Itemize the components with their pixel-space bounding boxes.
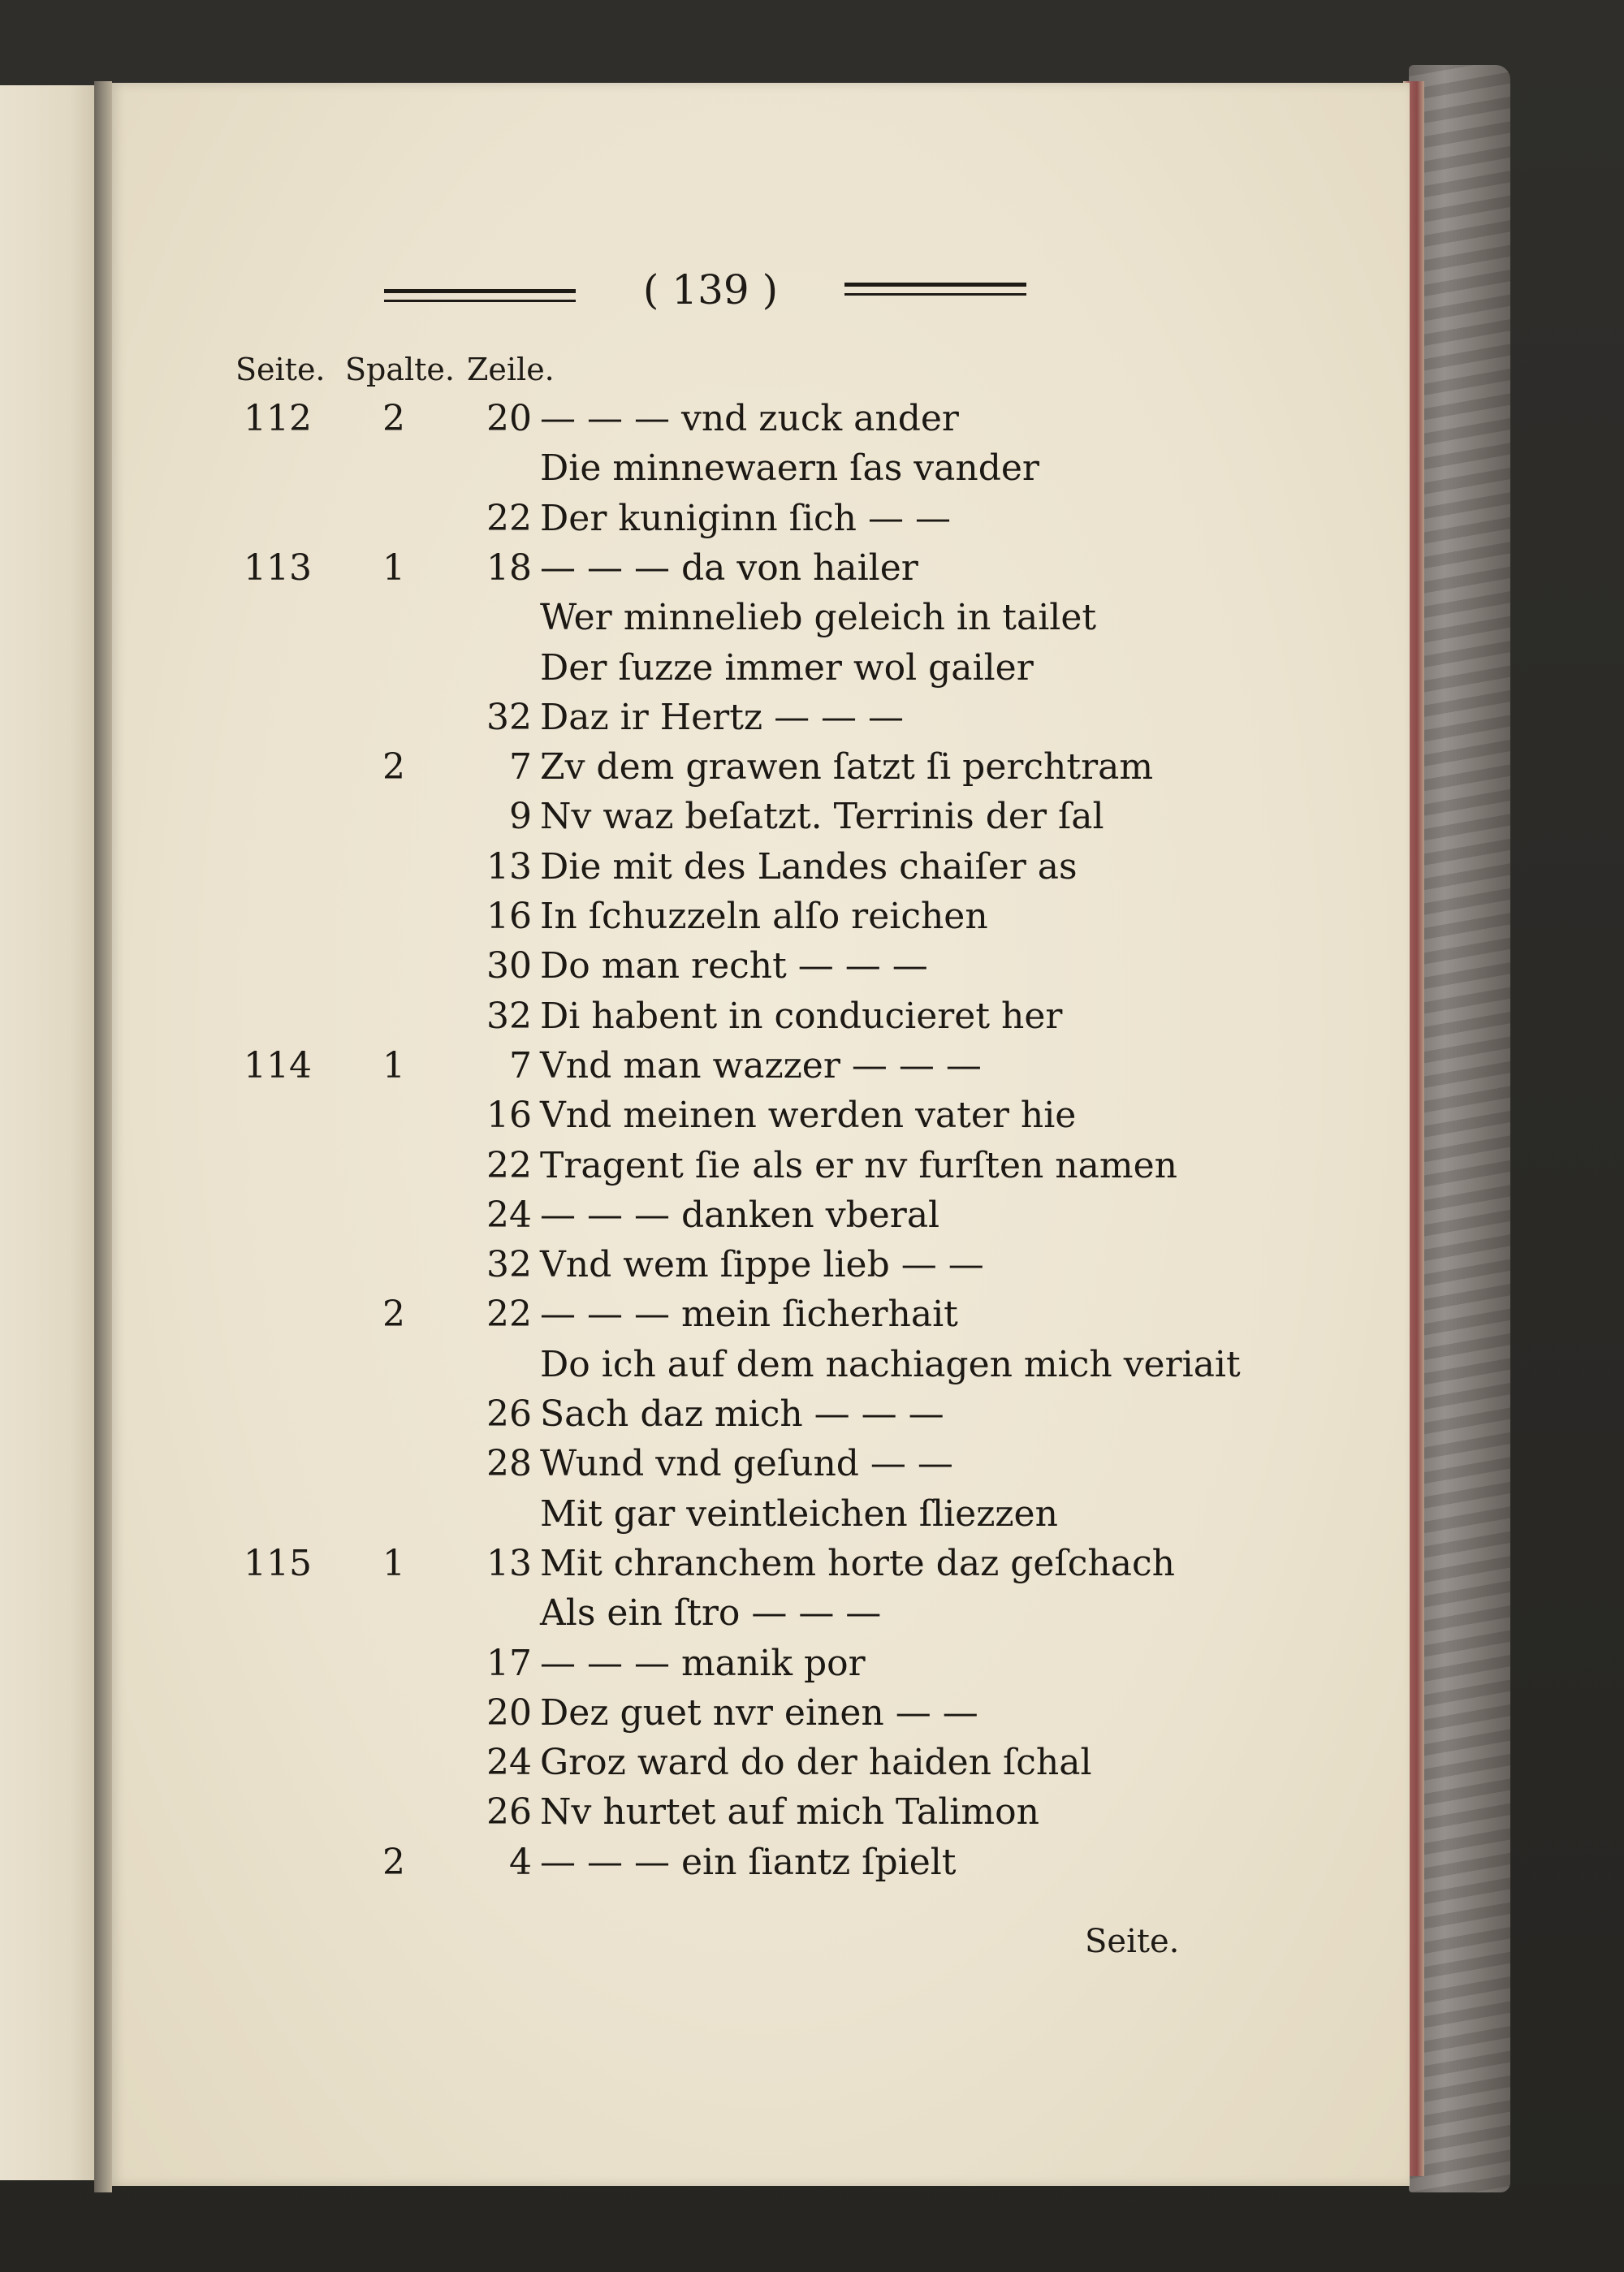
row-text: Dez guet nvr einen — — [540,1692,978,1734]
row-text: In ſchuzzeln alſo reichen [540,896,988,937]
errata-row [0,398,1624,447]
row-spalte: 2 [382,1842,405,1883]
row-zeile: 13 [486,846,532,888]
row-zeile: 32 [486,1244,532,1285]
row-zeile: 18 [486,547,532,589]
errata-row [0,1095,1624,1143]
row-text: Mit gar veintleichen ſliezzen [540,1493,1058,1535]
row-text: Vnd man wazzer — — — [540,1045,982,1086]
errata-row [0,996,1624,1044]
row-zeile: 30 [486,945,532,987]
row-text: Die mit des Landes chaiſer as [540,846,1078,888]
row-zeile: 26 [486,1393,532,1435]
errata-row [0,945,1624,994]
row-zeile: 28 [486,1443,532,1484]
row-text: Vnd meinen werden vater hie [540,1095,1077,1136]
row-seite: 115 [244,1543,312,1584]
errata-row [0,697,1624,745]
errata-row [0,1742,1624,1790]
errata-row [0,1643,1624,1691]
catchword: Seite. [1085,1923,1180,1960]
row-seite: 112 [244,398,312,439]
row-text: Groz ward do der haiden ſchal [540,1742,1092,1783]
column-header-seite: Seite. [235,352,326,387]
errata-row [0,1791,1624,1840]
row-text: Der kuniginn ſich — — [540,498,951,539]
row-text: Wer minnelieb geleich in tailet [540,597,1097,638]
row-text: Mit chranchem horte daz geſchach [540,1543,1175,1584]
row-text: Als ein ſtro — — — [540,1592,882,1634]
errata-row [0,547,1624,596]
errata-row [0,447,1624,496]
page-number: ( 139 ) [642,266,779,313]
column-header-zeile: Zeile. [467,352,555,387]
row-text: — — — vnd zuck ander [540,398,959,439]
row-zeile: 26 [486,1791,532,1833]
row-text: Vnd wem ſippe lieb — — [540,1244,984,1285]
errata-row [0,1543,1624,1592]
errata-row [0,1842,1624,1890]
errata-row [0,1194,1624,1243]
row-spalte: 2 [382,1294,405,1335]
row-text: Die minnewaern ſas vander [540,447,1039,489]
errata-row [0,796,1624,844]
errata-row [0,647,1624,696]
errata-row [0,1045,1624,1094]
errata-row [0,1344,1624,1393]
row-zeile: 20 [486,1692,532,1734]
row-text: — — — danken vberal [540,1194,940,1236]
row-text: Daz ir Hertz — — — [540,697,905,738]
errata-row [0,597,1624,646]
errata-row [0,1294,1624,1342]
row-spalte: 1 [382,547,405,589]
row-zeile: 7 [509,1045,532,1086]
row-text: — — — da von hailer [540,547,918,589]
errata-row [0,1592,1624,1641]
errata-row [0,1393,1624,1442]
row-zeile: 9 [509,796,532,837]
errata-row [0,846,1624,895]
row-text: Zv dem grawen ſatzt ſi perchtram [540,746,1154,788]
row-text: Di habent in conducieret her [540,996,1063,1037]
row-zeile: 24 [486,1194,532,1236]
errata-row [0,896,1624,944]
row-zeile: 20 [486,398,532,439]
row-text: Der ſuzze immer wol gailer [540,647,1034,689]
row-text: Do ich auf dem nachiagen mich veriait [540,1344,1241,1385]
row-text: Sach daz mich — — — [540,1393,944,1435]
row-spalte: 2 [382,746,405,788]
row-text: Do man recht — — — [540,945,928,987]
errata-row [0,1145,1624,1194]
row-text: Tragent ſie als er nv furſten namen [540,1145,1177,1186]
row-seite: 114 [244,1045,312,1086]
errata-row [0,1443,1624,1492]
column-header-spalte: Spalte. [345,352,456,387]
row-zeile: 32 [486,697,532,738]
row-seite: 113 [244,547,312,589]
row-text: Nv waz beſatzt. Terrinis der ſal [540,796,1104,837]
row-zeile: 17 [486,1643,532,1684]
row-text: — — — mein ſicherhait [540,1294,958,1335]
row-text: Nv hurtet auf mich Talimon [540,1791,1039,1833]
row-spalte: 1 [382,1045,405,1086]
errata-row [0,1244,1624,1293]
row-zeile: 13 [486,1543,532,1584]
row-text: Wund vnd geſund — — [540,1443,953,1484]
row-spalte: 2 [382,398,405,439]
row-zeile: 24 [486,1742,532,1783]
errata-row [0,498,1624,546]
row-zeile: 16 [486,896,532,937]
row-spalte: 1 [382,1543,405,1584]
row-zeile: 22 [486,498,532,539]
row-zeile: 32 [486,996,532,1037]
errata-row [0,746,1624,795]
row-zeile: 7 [509,746,532,788]
row-zeile: 22 [486,1145,532,1186]
row-zeile: 16 [486,1095,532,1136]
errata-row [0,1493,1624,1542]
row-text: — — — manik por [540,1643,866,1684]
errata-row [0,1692,1624,1741]
row-zeile: 22 [486,1294,532,1335]
row-zeile: 4 [509,1842,532,1883]
row-text: — — — ein ſiantz ſpielt [540,1842,957,1883]
